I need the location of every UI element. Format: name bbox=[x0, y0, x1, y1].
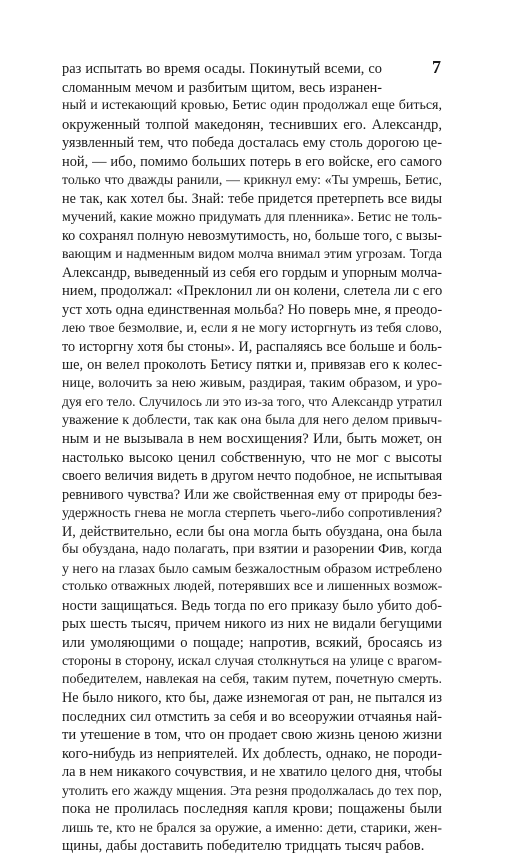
text-line: бы обуздана, надо полагать, при взятии и разорении Фив, когда bbox=[62, 542, 442, 557]
text-line: щины, дабы доставить победителю тридцать тысяч рабов. bbox=[62, 838, 425, 854]
text-line: кого-нибудь из неприятелей. Их доблесть, однако, не породи- bbox=[62, 745, 442, 762]
text-line: настолько высоко ценил собственную, что не мог с высоты bbox=[62, 449, 442, 466]
text-line: окруженный толпой македонян, теснивших его. Александр, bbox=[62, 116, 442, 133]
text-line: вающим и надменным видом молча внимал этим угрозам. Тогда bbox=[62, 246, 442, 261]
text-line: уязвленный тем, что победа досталась ему столь дорогою це- bbox=[62, 135, 442, 151]
text-line: ти утешение в том, что он продает свою жизнь ценою жизни bbox=[62, 727, 442, 743]
text-line: своего величия видеть в другом нечто подобное, не испытывая bbox=[62, 468, 443, 484]
text-line: столько отважных людей, потерявших все и лишенных возмож- bbox=[62, 579, 443, 594]
text-line: ла в нем никакого сочувствия, и не хватило целого дня, чтобы bbox=[62, 764, 442, 780]
text-line: победителем, навлекая на себя, таким путем, почетную смерть. bbox=[62, 671, 442, 687]
text-line: лишь те, кто не брался за оружие, а именно: дети, старики, жен- bbox=[62, 819, 442, 835]
text-line: лею твое безмолвие, и, если я не могу исторгнуть из тебя слово, bbox=[62, 320, 442, 335]
text-line: И, действительно, если бы она могла быть обуздана, она была bbox=[62, 523, 442, 540]
page-number: 7 bbox=[432, 57, 441, 77]
text-line: дуя его тело. Случилось ли это из-за того, что Александр утратил bbox=[62, 394, 442, 409]
text-line: рых шесть тысяч, причем никого из них не видали бегущими bbox=[62, 616, 442, 632]
text-line: пока не пролилась последняя капля крови; пощажены были bbox=[62, 801, 442, 817]
text-line: ше, он велел проколоть Бетису пятки и, привязав его к колес- bbox=[62, 357, 442, 373]
text-line: или умоляющими о пощаде; напротив, всякий, бросаясь из bbox=[62, 634, 442, 651]
body-text bbox=[62, 60, 442, 856]
text-line: последних сил отмстить за себя и во всеоружии отчаянья най- bbox=[62, 708, 442, 725]
text-line: Александр, выведенный из себя его гордым и упорным молча- bbox=[62, 264, 442, 281]
text-line: нием, продолжал: «Преклонил ли он колени, слетела ли с его bbox=[62, 283, 443, 299]
text-line: нице, волочить за нею живым, раздирая, таким образом, и уро- bbox=[62, 375, 442, 391]
text-line: ко сохранял полную невозмутимость, но, больше того, с вызы- bbox=[62, 227, 442, 244]
text-line: ревнивого чувства? Или же свойственная ему от природы без- bbox=[62, 486, 442, 503]
text-line: ности защищаться. Ведь тогда по его приказу было убито доб- bbox=[62, 597, 442, 614]
text-line: утолить его жажду мщения. Эта резня продолжалась до тех пор, bbox=[62, 782, 442, 798]
text-line: стороны в сторону, искал случая столкнуться на улице с врагом- bbox=[62, 653, 442, 668]
text-line: не так, как хотел бы. Знай: тебе придется претерпеть все виды bbox=[62, 190, 442, 207]
text-line: Не было никого, кто бы, даже изнемогая от ран, не пытался из bbox=[62, 690, 442, 706]
text-line: ным и не вызывала в нем восхищения? Или, быть может, он bbox=[62, 431, 442, 447]
text-line: то исторгну хотя бы стоны». И, распаляясь все больше и боль- bbox=[62, 338, 442, 355]
text-line: мучений, какие можно придумать для пленника». Бетис не толь- bbox=[62, 209, 442, 224]
text-line: уважение к доблести, так как она была для него делом привыч- bbox=[62, 412, 442, 428]
text-line: раз испытать во время осады. Покинутый всеми, со bbox=[62, 61, 382, 77]
text-line: удержность гнева не могла стерпеть чьего-либо сопротивления? bbox=[62, 505, 442, 520]
text-line: ной, — ибо, помимо больших потерь в его войске, его самого bbox=[62, 153, 442, 170]
text-line: у него на глазах было самым безжалостным образом истреблено bbox=[62, 560, 442, 576]
text-line: уст хоть одна единственная мольба? Но поверь мне, я преодо- bbox=[62, 301, 443, 318]
text-line: только что дважды ранили, — крикнул ему: «Ты умрешь, Бетис, bbox=[62, 172, 442, 187]
text-line: ный и истекающий кровью, Бетис один продолжал еще биться, bbox=[62, 98, 442, 113]
text-line: сломанным мечом и разбитым щитом, весь изранен- bbox=[62, 79, 382, 96]
